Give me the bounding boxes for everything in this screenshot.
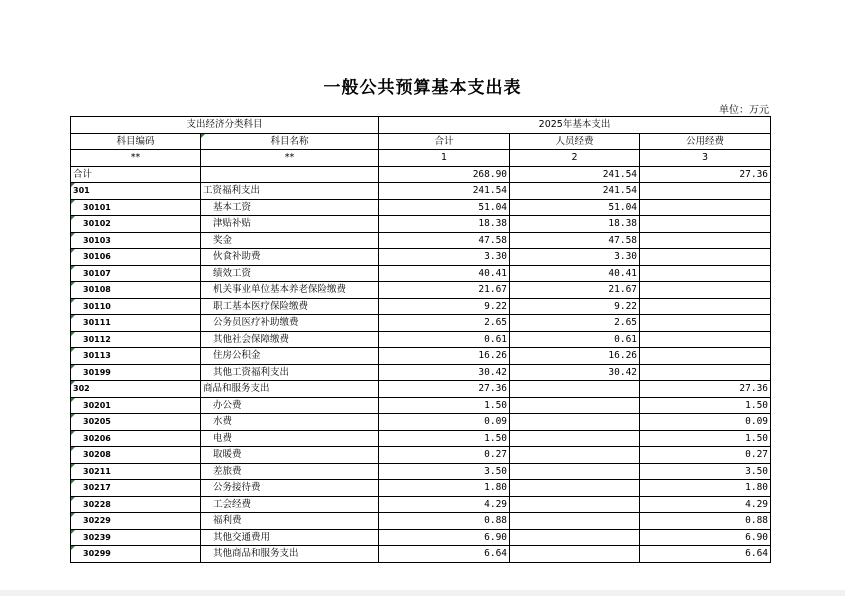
cell-public: [640, 298, 771, 315]
cell-public: [640, 199, 771, 216]
table-row: [71, 496, 771, 513]
cell-personnel: 21.67: [510, 282, 640, 299]
cell-code: 30211: [71, 463, 201, 480]
cell-code: 30112: [71, 331, 201, 348]
cell-code: 30299: [71, 546, 201, 563]
cell-name: 电费: [201, 430, 379, 447]
cell-code: 30199: [71, 364, 201, 381]
unit-label: 单位：万元: [719, 105, 769, 116]
cell-name: 工资福利支出: [201, 183, 379, 200]
cell-name: 工会经费: [201, 496, 379, 513]
cell-code: 30101: [71, 199, 201, 216]
table-row: [71, 331, 771, 348]
cell-public: 3.50: [640, 463, 771, 480]
index-personnel: 2: [510, 150, 640, 167]
header-name: 科目名称: [201, 133, 379, 150]
cell-personnel: 2.65: [510, 315, 640, 332]
cell-public: [640, 331, 771, 348]
cell-personnel: 241.54: [510, 183, 640, 200]
cell-public: 0.27: [640, 447, 771, 464]
table-row: [71, 183, 771, 200]
cell-name: 绩效工资: [201, 265, 379, 282]
cell-code: 30206: [71, 430, 201, 447]
cell-personnel: [510, 414, 640, 431]
cell-total: 0.88: [379, 513, 510, 530]
cell-code: 30103: [71, 232, 201, 249]
cell-name: 基本工资: [201, 199, 379, 216]
cell-name: 其他商品和服务支出: [201, 546, 379, 563]
cell-name: 差旅费: [201, 463, 379, 480]
cell-public: [640, 282, 771, 299]
cell-total: 1.80: [379, 480, 510, 497]
cell-code: 30217: [71, 480, 201, 497]
cell-name: 其他社会保障缴费: [201, 331, 379, 348]
header-public: 公用经费: [640, 133, 771, 150]
cell-total: 3.30: [379, 249, 510, 266]
cell-public: 6.90: [640, 529, 771, 546]
cell-personnel: [510, 463, 640, 480]
cell-code: 30201: [71, 397, 201, 414]
cell-public: [640, 183, 771, 200]
cell-code: 30208: [71, 447, 201, 464]
table-row: [71, 397, 771, 414]
index-total: 1: [379, 150, 510, 167]
cell-public: 1.50: [640, 430, 771, 447]
cell-total: 3.50: [379, 463, 510, 480]
table-row: [71, 315, 771, 332]
cell-public: 0.09: [640, 414, 771, 431]
cell-public: [640, 216, 771, 233]
cell-total: 6.90: [379, 529, 510, 546]
header-group-right: 2025年基本支出: [379, 117, 771, 134]
cell-code: 30108: [71, 282, 201, 299]
table-row: [71, 529, 771, 546]
cell-personnel: 51.04: [510, 199, 640, 216]
cell-personnel: [510, 513, 640, 530]
table-row: [71, 232, 771, 249]
table-row: [71, 513, 771, 530]
cell-total: 21.67: [379, 282, 510, 299]
header-group-row: [71, 117, 771, 134]
cell-total: 2.65: [379, 315, 510, 332]
cell-total: 0.61: [379, 331, 510, 348]
header-code: 科目编码: [71, 133, 201, 150]
cell-name: 公务员医疗补助缴费: [201, 315, 379, 332]
cell-personnel: [510, 430, 640, 447]
table-row: [71, 348, 771, 365]
cell-code: 30106: [71, 249, 201, 266]
cell-name: 津贴补贴: [201, 216, 379, 233]
cell-code: 30102: [71, 216, 201, 233]
cell-total: 18.38: [379, 216, 510, 233]
cell-total: 268.90: [379, 166, 510, 183]
cell-total: 40.41: [379, 265, 510, 282]
cell-public: 1.50: [640, 397, 771, 414]
cell-personnel: [510, 546, 640, 563]
cell-public: [640, 232, 771, 249]
cell-total: 241.54: [379, 183, 510, 200]
cell-total: 27.36: [379, 381, 510, 398]
cell-code: 30107: [71, 265, 201, 282]
cell-name: 奖金: [201, 232, 379, 249]
header-total: 合计: [379, 133, 510, 150]
header-column-row: [71, 133, 771, 150]
table-row: [71, 199, 771, 216]
cell-name: 水费: [201, 414, 379, 431]
cell-total: 4.29: [379, 496, 510, 513]
header-index-row: [71, 150, 771, 167]
cell-name: 其他交通费用: [201, 529, 379, 546]
cell-name: 其他工资福利支出: [201, 364, 379, 381]
table-row: [71, 447, 771, 464]
cell-code: 30228: [71, 496, 201, 513]
cell-name: [201, 166, 379, 183]
cell-total: 6.64: [379, 546, 510, 563]
cell-public: 1.80: [640, 480, 771, 497]
cell-total: 9.22: [379, 298, 510, 315]
cell-total: 1.50: [379, 397, 510, 414]
cell-personnel: 9.22: [510, 298, 640, 315]
budget-table-body: [71, 117, 771, 563]
cell-public: 27.36: [640, 381, 771, 398]
table-row: [71, 282, 771, 299]
cell-name: 伙食补助费: [201, 249, 379, 266]
cell-personnel: 16.26: [510, 348, 640, 365]
cell-code: 合计: [71, 166, 201, 183]
cell-public: 4.29: [640, 496, 771, 513]
cell-total: 51.04: [379, 199, 510, 216]
index-public: 3: [640, 150, 771, 167]
cell-personnel: [510, 496, 640, 513]
cell-personnel: [510, 529, 640, 546]
cell-personnel: 47.58: [510, 232, 640, 249]
cell-code: 30239: [71, 529, 201, 546]
cell-total: 30.42: [379, 364, 510, 381]
cell-personnel: [510, 447, 640, 464]
cell-name: 住房公积金: [201, 348, 379, 365]
cell-name: 取暖费: [201, 447, 379, 464]
cell-name: 福利费: [201, 513, 379, 530]
cell-personnel: 40.41: [510, 265, 640, 282]
cell-code: 302: [71, 381, 201, 398]
cell-name: 商品和服务支出: [201, 381, 379, 398]
cell-public: [640, 364, 771, 381]
cell-public: 6.64: [640, 546, 771, 563]
cell-name: 机关事业单位基本养老保险缴费: [201, 282, 379, 299]
table-row: [71, 463, 771, 480]
cell-personnel: 3.30: [510, 249, 640, 266]
cell-total: 16.26: [379, 348, 510, 365]
cell-personnel: [510, 381, 640, 398]
cell-code: 30111: [71, 315, 201, 332]
cell-code: 30110: [71, 298, 201, 315]
table-row: [71, 364, 771, 381]
cell-name: 公务接待费: [201, 480, 379, 497]
cell-code: 30205: [71, 414, 201, 431]
index-code: **: [71, 150, 201, 167]
table-row: [71, 249, 771, 266]
cell-public: [640, 315, 771, 332]
cell-personnel: 0.61: [510, 331, 640, 348]
table-row: [71, 265, 771, 282]
cell-total: 1.50: [379, 430, 510, 447]
cell-personnel: 30.42: [510, 364, 640, 381]
table-row: [71, 298, 771, 315]
table-row: [71, 381, 771, 398]
cell-total: 0.09: [379, 414, 510, 431]
cell-personnel: [510, 397, 640, 414]
table-row: [71, 166, 771, 183]
budget-table: [70, 116, 771, 563]
cell-personnel: [510, 480, 640, 497]
table-row: [71, 430, 771, 447]
cell-public: [640, 348, 771, 365]
table-row: [71, 480, 771, 497]
cell-total: 0.27: [379, 447, 510, 464]
table-row: [71, 216, 771, 233]
cell-code: 301: [71, 183, 201, 200]
header-group-left: 支出经济分类科目: [71, 117, 379, 134]
cell-public: [640, 249, 771, 266]
cell-public: 27.36: [640, 166, 771, 183]
cell-total: 47.58: [379, 232, 510, 249]
page-title: 一般公共预算基本支出表: [323, 78, 522, 98]
cell-public: 0.88: [640, 513, 771, 530]
cell-name: 办公费: [201, 397, 379, 414]
cell-code: 30229: [71, 513, 201, 530]
index-name: **: [201, 150, 379, 167]
cell-name: 职工基本医疗保险缴费: [201, 298, 379, 315]
cell-personnel: 241.54: [510, 166, 640, 183]
header-personnel: 人员经费: [510, 133, 640, 150]
cell-public: [640, 265, 771, 282]
table-row: [71, 414, 771, 431]
cell-code: 30113: [71, 348, 201, 365]
table-row: [71, 546, 771, 563]
cell-personnel: 18.38: [510, 216, 640, 233]
